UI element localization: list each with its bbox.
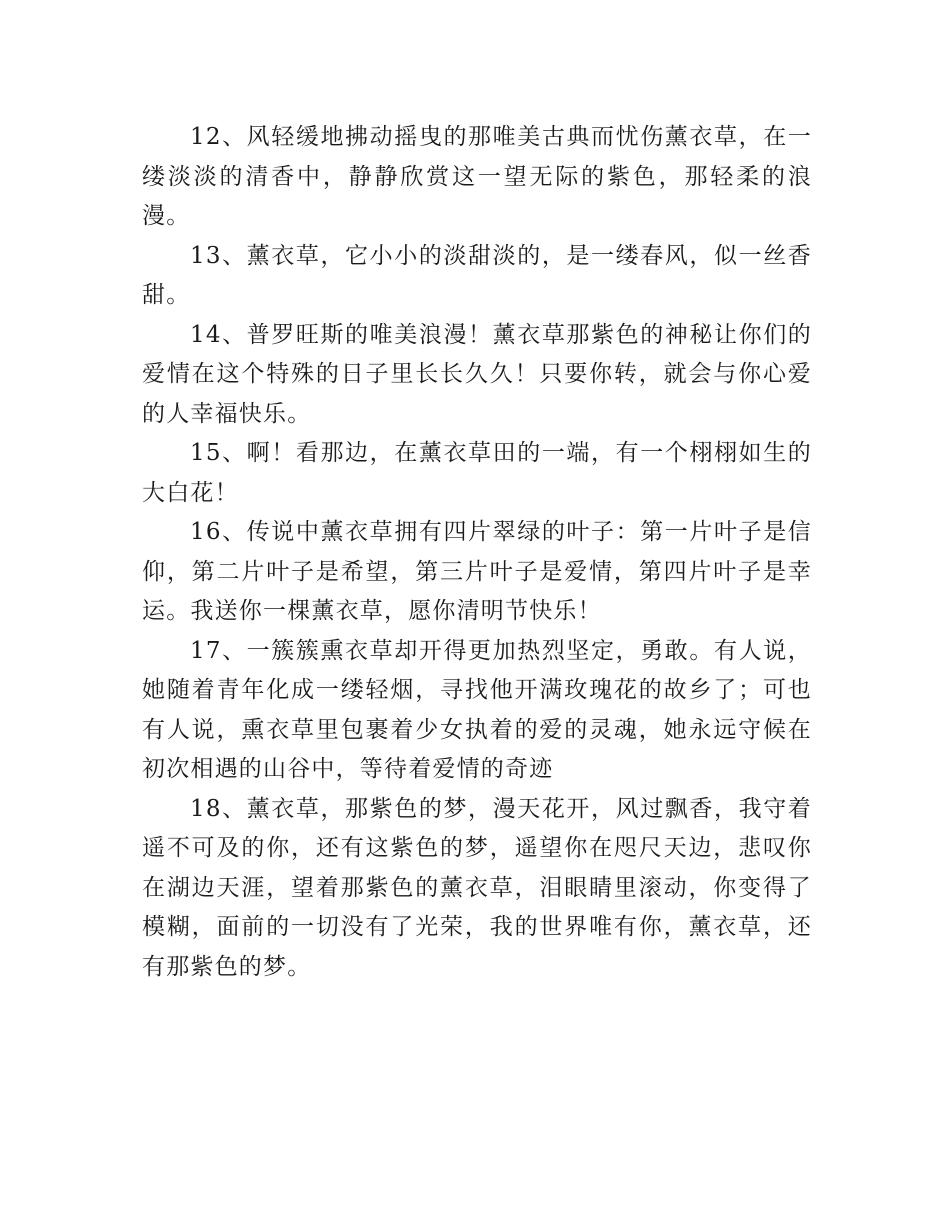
document-body <box>142 118 812 987</box>
paragraph-14: 14、普罗旺斯的唯美浪漫！薰衣草那紫色的神秘让你们的爱情在这个特殊的日子里长长久久！只要你转，就会与你心爱的人幸福快乐。 <box>142 321 812 427</box>
paragraph-12: 12、风轻缓地拂动摇曳的那唯美古典而忧伤薰衣草，在一缕淡淡的清香中，静静欣赏这一望无际的紫色，那轻柔的浪漫。 <box>142 124 812 229</box>
paragraph-16: 16、传说中薰衣草拥有四片翠绿的叶子：第一片叶子是信仰，第二片叶子是希望，第三片叶子是爱情，第四片叶子是幸运。我送你一棵薰衣草，愿你清明节快乐！ <box>142 519 812 624</box>
paragraph-13: 13、薰衣草，它小小的淡甜淡的，是一缕春风，似一丝香甜。 <box>142 242 812 308</box>
paragraph-17: 17、一簇簇熏衣草却开得更加热烈坚定，勇敢。有人说，她随着青年化成一缕轻烟，寻找他开满玫瑰花的故乡了；可也有人说，熏衣草里包裹着少女执着的爱的灵魂，她永远守候在初次相遇的山谷中，等待着爱情的奇迹 <box>142 637 812 782</box>
paragraph-18: 18、薰衣草，那紫色的梦，漫天花开，风过飘香，我守着遥不可及的你，还有这紫色的梦，遥望你在咫尺天边，悲叹你在湖边天涯，望着那紫色的薰衣草，泪眼睛里滚动，你变得了模糊，面前的一切没有了光荣，我的世界唯有你，薰衣草，还有那紫色的梦。 <box>142 795 812 980</box>
paragraph-15: 15、啊！看那边，在薰衣草田的一端，有一个栩栩如生的大白花！ <box>142 440 812 506</box>
